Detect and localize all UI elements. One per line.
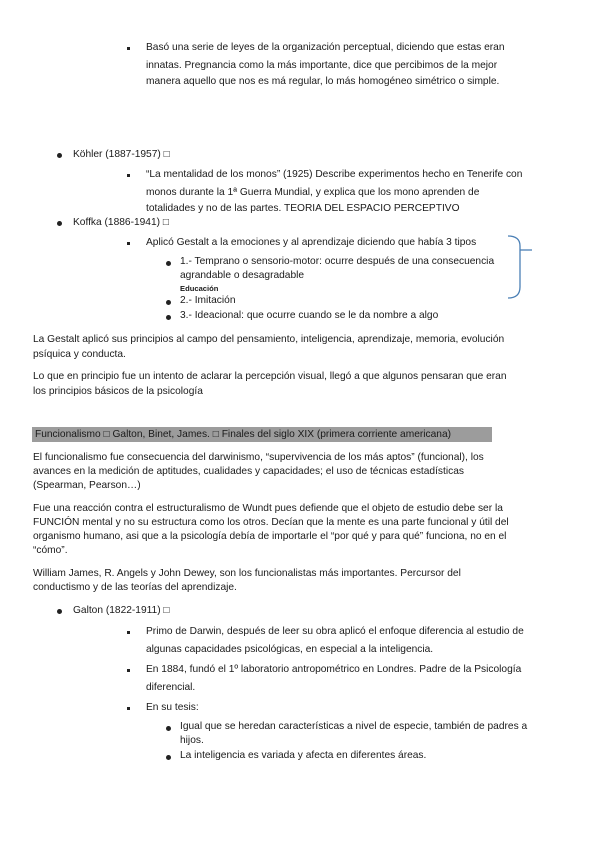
square-bullet-icon (127, 631, 130, 634)
round-bullet-icon (57, 221, 62, 226)
galton-heading: Galton (1822-1911) □ (73, 605, 170, 616)
bracket-annotation (506, 232, 536, 302)
section-heading: Funcionalismo □ Galton, Binet, James. □ Finales del siglo XIX (primera corriente americana) (35, 429, 452, 440)
list-item: 3.- Ideacional: que ocurre cuando se le da nombre a algo (180, 310, 439, 321)
square-bullet-icon (127, 47, 130, 50)
paragraph-line: avances en la medición de aptitudes, cualidades y capacidades; el uso de técnicas estadísticas (33, 466, 464, 477)
round-bullet-icon (166, 315, 171, 320)
list-item: La inteligencia es variada y afecta en diferentes áreas. (180, 750, 427, 761)
koffka-heading: Koffka (1886-1941) □ (73, 217, 170, 228)
kohler-text: totalidades y no de las partes. TEORIA DEL ESPACIO PERCEPTIVO (146, 203, 460, 214)
list-item: 2.- Imitación (180, 295, 236, 306)
galton-text: diferencial. (146, 682, 196, 693)
galton-text: Primo de Darwin, después de leer su obra aplicó el enfoque diferencia al estudio de (146, 626, 524, 637)
list-item: hijos. (180, 735, 204, 746)
list-item: 1.- Temprano o sensorio-motor: ocurre después de una consecuencia (180, 256, 495, 267)
list-item: Igual que se heredan características a nivel de especie, también de padres a (180, 721, 528, 732)
bullet-text: innatas. Pregnancia como la más importante, dice que percibimos de la mejor (146, 60, 498, 71)
paragraph-line: psíquica y conducta. (33, 349, 126, 360)
paragraph-line: conductismo y de las teorías del aprendizaje. (33, 582, 237, 593)
paragraph-line: La Gestalt aplicó sus principios al campo del pensamiento, inteligencia, aprendizaje, memoria, evolución (33, 334, 505, 345)
paragraph-line: FUNCIÓN mental y no su estructura como los otros. Decían que la mente es una parte funcional y útil del (33, 517, 509, 528)
square-bullet-icon (127, 707, 130, 710)
round-bullet-icon (166, 300, 171, 305)
margin-note: Educación (180, 284, 219, 293)
kohler-text: monos durante la 1ª Guerra Mundial, y explica que los mono aprenden de (146, 187, 480, 198)
list-item: agrandable o desagradable (180, 270, 305, 281)
kohler-text: “La mentalidad de los monos” (1925) Describe experimentos hecho en Tenerife con (146, 169, 523, 180)
round-bullet-icon (57, 609, 62, 614)
paragraph-line: “cómo”. (33, 545, 68, 556)
galton-text: algunas capacidades psicológicas, en especial a la inteligencia. (146, 644, 434, 655)
galton-text: En 1884, fundó el 1º laboratorio antropométrico en Londres. Padre de la Psicología (146, 664, 522, 675)
round-bullet-icon (166, 755, 171, 760)
galton-text: En su tesis: (146, 702, 199, 713)
paragraph-line: los principios básicos de la psicología (33, 386, 203, 397)
round-bullet-icon (166, 726, 171, 731)
paragraph-line: El funcionalismo fue consecuencia del darwinismo, “supervivencia de los más aptos” (funcional), los (33, 452, 484, 463)
paragraph-line: William James, R. Angels y John Dewey, son los funcionalistas más importantes. Percursor del (33, 568, 461, 579)
round-bullet-icon (57, 153, 62, 158)
bullet-text: Basó una serie de leyes de la organización perceptual, diciendo que estas eran (146, 42, 505, 53)
square-bullet-icon (127, 242, 130, 245)
round-bullet-icon (166, 261, 171, 266)
paragraph-line: organismo humano, asi que a la psicología debía de importarle el “por qué y para qué” funciona, no en el (33, 531, 507, 542)
square-bullet-icon (127, 669, 130, 672)
paragraph-line: Lo que en principio fue un intento de aclarar la percepción visual, llegó a que algunos pensaran que eran (33, 371, 507, 382)
paragraph-line: Fue una reacción contra el estructuralismo de Wundt pues defiende que el objeto de estudio debe ser la (33, 503, 503, 514)
paragraph-line: (Spearman, Pearson…) (33, 480, 141, 491)
kohler-heading: Köhler (1887-1957) □ (73, 149, 170, 160)
square-bullet-icon (127, 174, 130, 177)
koffka-text: Aplicó Gestalt a la emociones y al aprendizaje diciendo que había 3 tipos (146, 237, 477, 248)
bullet-text: manera aquello que nos es má regular, lo más homogéneo simétrico o simple. (146, 76, 500, 87)
